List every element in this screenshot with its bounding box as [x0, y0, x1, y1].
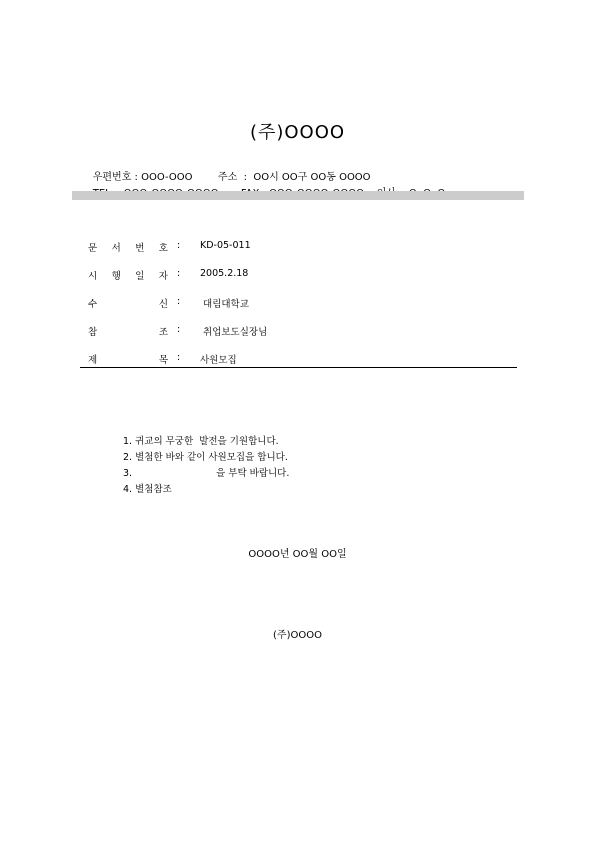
meta-label: 시 행 일 자 — [88, 271, 168, 282]
meta-divider-line — [80, 367, 517, 368]
body-item-3-suffix: 을 부탁 바랍니다. — [216, 468, 290, 479]
address: 주소 : OO시 OO구 OO동 OOOO — [217, 172, 371, 183]
meta-colon: : — [177, 268, 181, 279]
body-item-2: 2. 별첨한 바와 같이 사원모집을 합니다. — [123, 452, 288, 463]
company-signature: (주)OOOO — [273, 630, 322, 641]
meta-colon: : — [177, 352, 181, 363]
meta-row-issue-date — [88, 268, 488, 282]
body-item-3-prefix: 3. — [123, 468, 133, 479]
meta-colon: : — [177, 324, 181, 335]
meta-value: 대림대학교 — [200, 299, 249, 310]
meta-value: 취업보도실장님 — [200, 327, 268, 338]
meta-row-reference — [88, 324, 488, 338]
company-title: (주)OOOO — [249, 122, 346, 143]
meta-label: 수 신 — [88, 299, 168, 310]
body-item-3 — [123, 465, 289, 479]
meta-value: KD-05-011 — [200, 240, 251, 251]
body-item-1: 1. 귀교의 무궁한 발전을 기원합니다. — [123, 436, 279, 447]
meta-value: 2005.2.18 — [200, 268, 249, 279]
meta-label: 참 조 — [88, 327, 168, 338]
meta-row-recipient — [88, 296, 488, 310]
body-item-4: 4. 별첨참조 — [123, 484, 172, 495]
meta-value: 사원모집 — [200, 355, 237, 366]
document-date: OOOO년 OO월 OO일 — [248, 549, 347, 560]
meta-row-subject — [88, 352, 488, 366]
header-divider-bar — [72, 191, 524, 200]
meta-label: 문 서 번 호 — [88, 243, 168, 254]
meta-row-document-number — [88, 240, 488, 254]
postcode: 우편번호 : OOO-OOO — [92, 172, 193, 183]
meta-label: 제 목 — [88, 355, 168, 366]
meta-colon: : — [177, 240, 181, 251]
meta-colon: : — [177, 296, 181, 307]
